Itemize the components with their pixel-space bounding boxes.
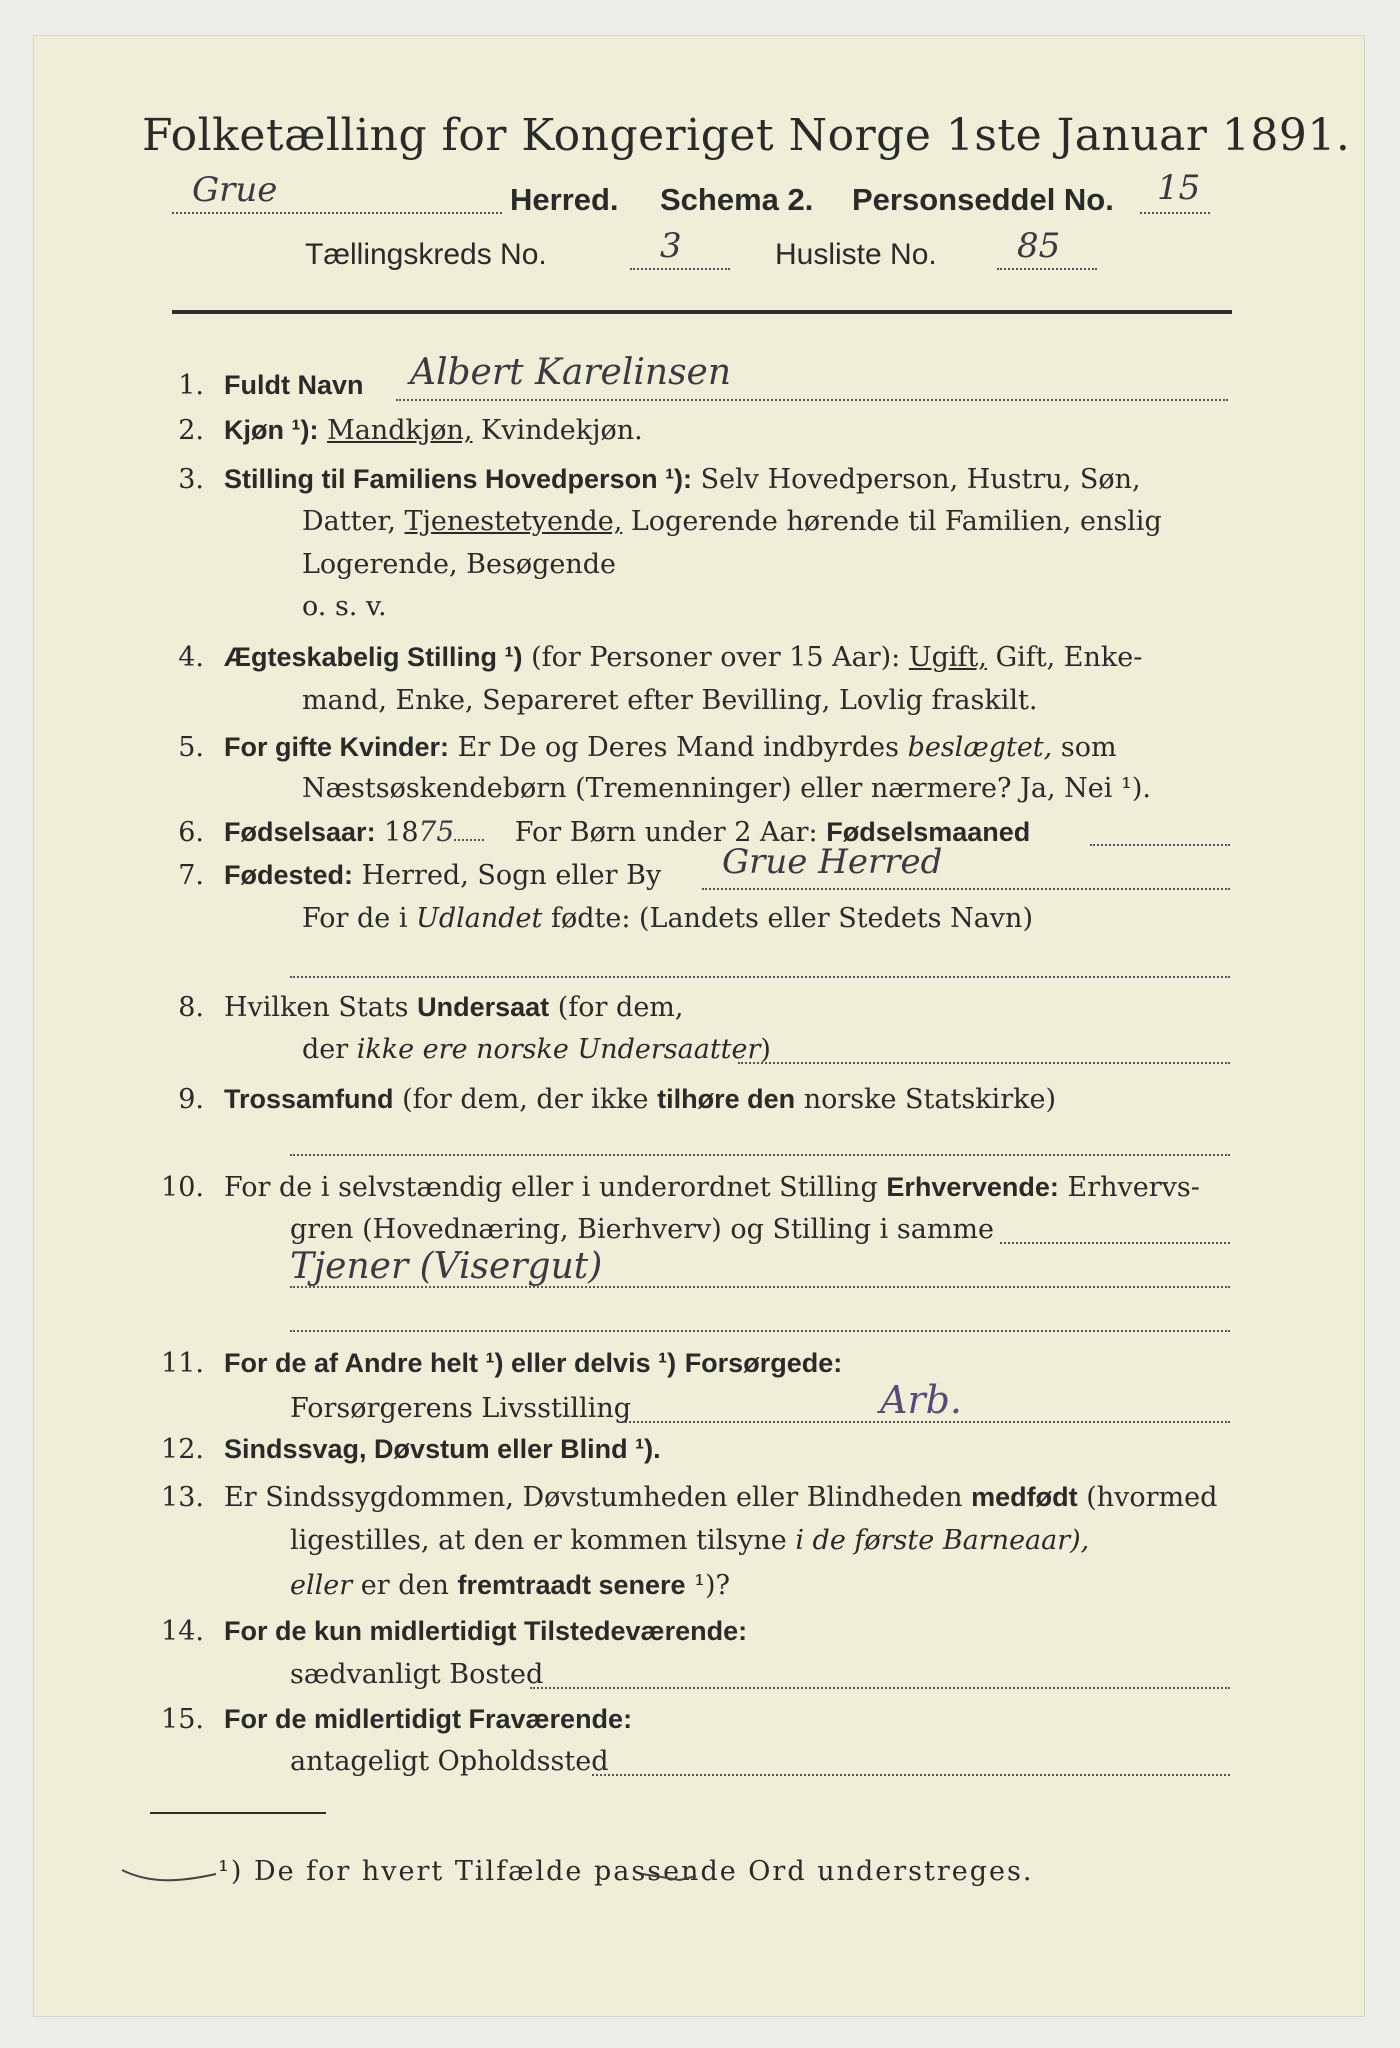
q4-text: (for Personer over 15 Aar): bbox=[531, 642, 901, 673]
q9-statskirke: norske Statskirke) bbox=[803, 1084, 1056, 1115]
herred-line bbox=[172, 168, 1232, 220]
q11-row bbox=[148, 1346, 842, 1381]
taellingskreds-value: 3 bbox=[660, 226, 682, 266]
q2-number: 2. bbox=[178, 415, 204, 446]
q8-der: der bbox=[302, 1034, 349, 1065]
q6-year-value: 75 bbox=[418, 815, 455, 848]
q4-label: Ægteskabelig Stilling ¹) bbox=[224, 642, 523, 672]
q5-number: 5. bbox=[178, 732, 204, 763]
q4-row bbox=[160, 640, 1142, 675]
q9-tilhore-den: tilhøre den bbox=[657, 1084, 796, 1114]
q13-text: Er Sindssygdommen, Døvstumheden eller Blindheden bbox=[224, 1482, 963, 1513]
q8-number: 8. bbox=[178, 992, 204, 1023]
q13-number: 13. bbox=[161, 1482, 204, 1513]
q10-erhvervende: Erhvervende: bbox=[886, 1172, 1059, 1202]
q2-label: Kjøn ¹): bbox=[224, 415, 319, 445]
q13-er-den: er den bbox=[360, 1570, 449, 1601]
q13-row bbox=[148, 1480, 1217, 1515]
q7-text: Herred, Sogn eller By bbox=[361, 860, 662, 891]
q5-text: Er De og Deres Mand indbyrdes bbox=[457, 732, 899, 763]
q13-eller: eller bbox=[290, 1570, 353, 1601]
q5-label: For gifte Kvinder: bbox=[224, 732, 450, 762]
q2-option-mandkjon: Mandkjøn, bbox=[327, 415, 473, 446]
taellingskreds-label: Tællingskreds No. bbox=[305, 238, 547, 271]
q14-number: 14. bbox=[161, 1616, 204, 1647]
q10-text: For de i selvstændig eller i underordnet Stilling bbox=[224, 1172, 878, 1203]
q6-dotline bbox=[454, 815, 484, 841]
q7-birthplace-value: Grue Herred bbox=[722, 842, 943, 882]
q15-label: For de midlertidigt Fraværende: bbox=[224, 1704, 633, 1734]
q13-barneaar: i de første Barneaar), bbox=[795, 1525, 1090, 1556]
q1-number: 1. bbox=[178, 370, 204, 401]
q8-undersaat: Undersaat bbox=[417, 992, 550, 1022]
herred-label: Herred. bbox=[510, 182, 619, 217]
q7-for-de-i: For de i bbox=[302, 903, 408, 934]
q13-line3 bbox=[290, 1568, 730, 1603]
q7-fodte: fødte: (Landets eller Stedets Navn) bbox=[550, 903, 1033, 934]
schema-label: Schema 2. bbox=[660, 182, 814, 217]
q7-label: Fødested: bbox=[224, 860, 354, 890]
q9-number: 9. bbox=[178, 1084, 204, 1115]
q3-logerende: Logerende hørende til Familien, enslig bbox=[630, 506, 1162, 537]
q11-line2: Forsørgerens Livsstilling bbox=[290, 1393, 632, 1424]
q13-ligestilles: ligestilles, at den er kommen tilsyne bbox=[290, 1525, 787, 1556]
q13-hvormed: (hvormed bbox=[1086, 1482, 1218, 1513]
husliste-value: 85 bbox=[1017, 226, 1061, 266]
q9-label: Trossamfund bbox=[224, 1084, 394, 1114]
q4-gift: Gift, Enke- bbox=[995, 642, 1143, 673]
q15-line2: antageligt Opholdssted bbox=[290, 1746, 609, 1777]
q15-row bbox=[148, 1702, 632, 1737]
q4-number: 4. bbox=[178, 642, 204, 673]
q8-row bbox=[160, 990, 683, 1025]
q8-line2: der ikke ere norske Undersaatter) bbox=[302, 1034, 771, 1065]
q7-udlandet: Udlandet bbox=[416, 903, 543, 934]
pen-mark-center bbox=[640, 1868, 700, 1888]
q2-option-kvindekjon: Kvindekjøn. bbox=[481, 415, 643, 446]
q6-born: For Børn under 2 Aar: bbox=[514, 817, 818, 848]
q14-row bbox=[148, 1614, 747, 1649]
q7-number: 7. bbox=[178, 860, 204, 891]
q14-label: For de kun midlertidigt Tilstedeværende: bbox=[224, 1616, 748, 1646]
q10-number: 10. bbox=[161, 1172, 204, 1203]
q3-tjenestetyende: Tjenestetyende, bbox=[404, 506, 623, 537]
q7-row bbox=[160, 858, 661, 893]
q4-ugift: Ugift, bbox=[908, 642, 987, 673]
q4-line2: mand, Enke, Separeret efter Bevilling, Lovlig fraskilt. bbox=[302, 685, 1038, 716]
q9-row bbox=[160, 1082, 1056, 1117]
q3-datter: Datter, bbox=[302, 506, 396, 537]
personseddel-label: Personseddel No. bbox=[852, 182, 1114, 217]
q8-for-dem: (for dem, bbox=[557, 992, 684, 1023]
q8-ikke-norske: ikke ere norske Undersaatter bbox=[356, 1034, 761, 1065]
q14-line2: sædvanligt Bosted bbox=[290, 1659, 544, 1690]
q10-erhvervs: Erhvervs- bbox=[1067, 1172, 1200, 1203]
herred-value: Grue bbox=[192, 170, 278, 210]
q13-footref: ¹)? bbox=[694, 1570, 730, 1601]
header-rule bbox=[172, 310, 1232, 314]
q1-label: Fuldt Navn bbox=[224, 370, 364, 400]
q11-provider-value: Arb. bbox=[880, 1378, 963, 1422]
q3-line2 bbox=[302, 505, 1162, 539]
q10-dotline2 bbox=[290, 1262, 1230, 1288]
q10-occupation-value: Tjener (Visergut) bbox=[290, 1246, 603, 1287]
q13-line2 bbox=[290, 1524, 1089, 1558]
footnote-rule bbox=[150, 1812, 326, 1814]
q14-dotline bbox=[530, 1663, 1230, 1689]
q2-row bbox=[160, 413, 643, 448]
q3-line4: o. s. v. bbox=[302, 591, 387, 622]
q15-dotline bbox=[592, 1750, 1230, 1776]
q6-number: 6. bbox=[178, 817, 204, 848]
q3-line1: Selv Hovedperson, Hustru, Søn, bbox=[700, 464, 1141, 495]
pen-mark-left bbox=[120, 1860, 220, 1890]
personseddel-value: 15 bbox=[1157, 168, 1201, 208]
q6-fodselsmaaned: Fødselsmaaned bbox=[826, 817, 1031, 847]
form-title: Folketælling for Kongeriget Norge 1ste Januar 1891. bbox=[142, 110, 1351, 161]
q3-number: 3. bbox=[178, 464, 204, 495]
q6-month-dotline bbox=[1090, 820, 1230, 846]
q12-number: 12. bbox=[161, 1434, 204, 1465]
q6-prefix: 18 bbox=[384, 817, 419, 848]
q10-dotline bbox=[1000, 1218, 1230, 1244]
q10-dotline3 bbox=[290, 1306, 1230, 1332]
q9-text: (for dem, der ikke bbox=[402, 1084, 649, 1115]
husliste-label: Husliste No. bbox=[775, 238, 937, 271]
q5-line2: Næstsøskendebørn (Tremenninger) eller nærmere? Ja, Nei ¹). bbox=[302, 773, 1151, 804]
q3-row bbox=[160, 462, 1141, 497]
q10-line2: gren (Hovednæring, Bierhverv) og Stilling i samme bbox=[290, 1214, 995, 1245]
q8-dotline bbox=[738, 1038, 1230, 1064]
q3-line3: Logerende, Besøgende bbox=[302, 549, 616, 580]
q5-row bbox=[160, 730, 1117, 765]
q10-row bbox=[148, 1170, 1200, 1205]
taellingskreds-line bbox=[305, 226, 1105, 278]
q12-row bbox=[148, 1432, 661, 1467]
q13-medfodt: medfødt bbox=[971, 1482, 1078, 1512]
q11-text: For de af Andre helt ¹) eller delvis ¹) bbox=[224, 1348, 677, 1378]
q1-row bbox=[160, 368, 364, 403]
q8-text: Hvilken Stats bbox=[224, 992, 409, 1023]
footnote: ¹) De for hvert Tilfælde passende Ord understreges. bbox=[218, 1856, 1034, 1887]
q7-dotline2 bbox=[290, 952, 1230, 978]
q1-name-value: Albert Karelinsen bbox=[410, 352, 732, 393]
q13-fremtraadt: fremtraadt senere bbox=[457, 1570, 686, 1600]
q12-label: Sindssvag, Døvstum eller Blind ¹). bbox=[224, 1434, 661, 1464]
q3-label: Stilling til Familiens Hovedperson ¹): bbox=[224, 464, 693, 494]
q7-line2 bbox=[302, 902, 1033, 936]
q11-forsorgede: Forsørgede: bbox=[684, 1348, 843, 1378]
q6-label: Fødselsaar: bbox=[224, 817, 376, 847]
q9-dotline bbox=[290, 1130, 1230, 1156]
q5-som: som bbox=[1060, 732, 1117, 763]
q15-number: 15. bbox=[161, 1704, 204, 1735]
q11-number: 11. bbox=[161, 1348, 204, 1379]
q5-beslaegtet: beslægtet, bbox=[907, 732, 1053, 763]
